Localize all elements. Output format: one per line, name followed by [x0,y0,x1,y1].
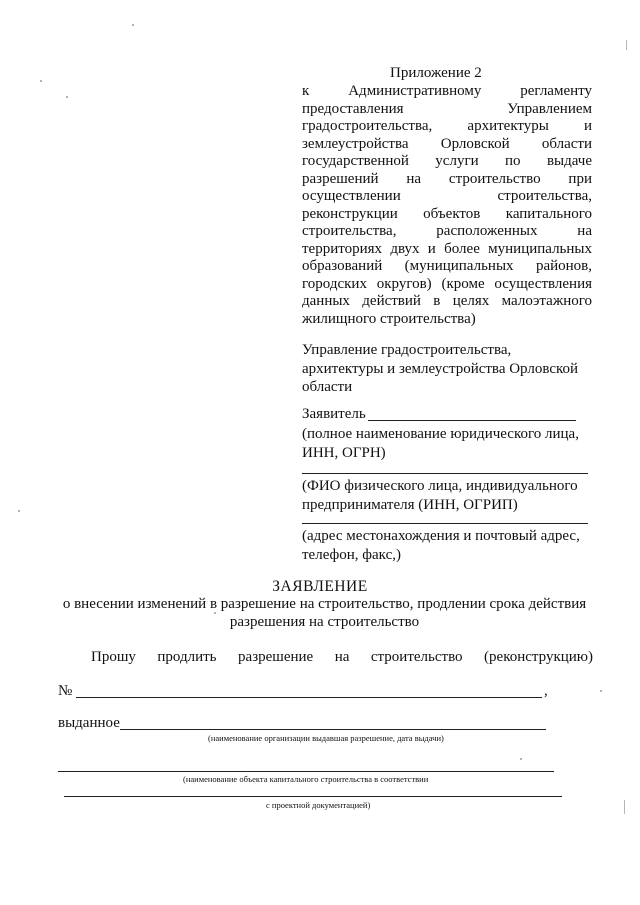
number-sign: № [58,683,73,699]
addressee: Управление градостроительства, архитектуры и землеустройства Орловской области [302,342,579,395]
request-word: разрешение [238,649,314,665]
scan-speck [66,96,68,98]
object-name-field-continued[interactable] [64,796,562,797]
regulation-reference: к Административному регламенту предоставления Управлением градостроительства, архитектуры и землеустройства Орловской области государственной услуги по выдаче разрешений на строительство при осуществлении строительства, реконструкции объектов капитального строительства, расположенных на территориях двух и более муниципальных образований (муниципальных районов, городских округов) (кроме осуществления данных действий в целях малоэтажного жилищного строительства) [302,83,592,327]
request-sentence [91,648,593,666]
applicant-person-field[interactable] [302,473,588,474]
applicant-field[interactable] [368,420,576,421]
scan-speck [600,690,602,692]
document-subtitle: о внесении изменений в разрешение на строительство, продлении срока действия разрешения на строительство [62,596,587,630]
applicant-address-field[interactable] [302,523,588,524]
issued-caption: (наименование организации выдавшая разрешение, дата выдачи) [208,733,444,743]
request-word: строительство [370,649,463,665]
scan-speck [520,758,522,760]
scan-speck [132,24,134,26]
scan-speck [18,510,20,512]
applicant-row [302,405,592,423]
request-word: Прошу [91,649,136,665]
request-word: (реконструкцию) [484,649,593,665]
number-comma: , [544,683,548,699]
issued-by-row [58,714,558,732]
applicant-legal-hint: (полное наименование юридического лица, ИНН, ОГРН) [302,426,579,461]
scan-edge-mark [624,800,625,814]
object-caption: (наименование объекта капитального строительства в соответствии [183,774,429,784]
object-name-field[interactable] [58,771,554,772]
scan-edge-mark [626,40,627,50]
project-caption: с проектной документацией) [266,800,371,810]
request-word: на [334,649,350,665]
applicant-address-hint: (адрес местонахождения и почтовый адрес, телефон, факс,) [302,528,580,563]
issued-label: выданное [58,715,120,731]
document-title: ЗАЯВЛЕНИЕ [272,578,368,595]
permit-number-field[interactable] [76,697,542,698]
scan-speck [40,80,42,82]
issued-by-field[interactable] [120,729,546,730]
applicant-person-hint: (ФИО физического лица, индивидуального предпринимателя (ИНН, ОГРИП) [302,478,578,513]
appendix-title: Приложение 2 [390,65,482,81]
applicant-label: Заявитель [302,406,366,422]
request-word: продлить [157,649,217,665]
permit-number-row [58,682,558,700]
